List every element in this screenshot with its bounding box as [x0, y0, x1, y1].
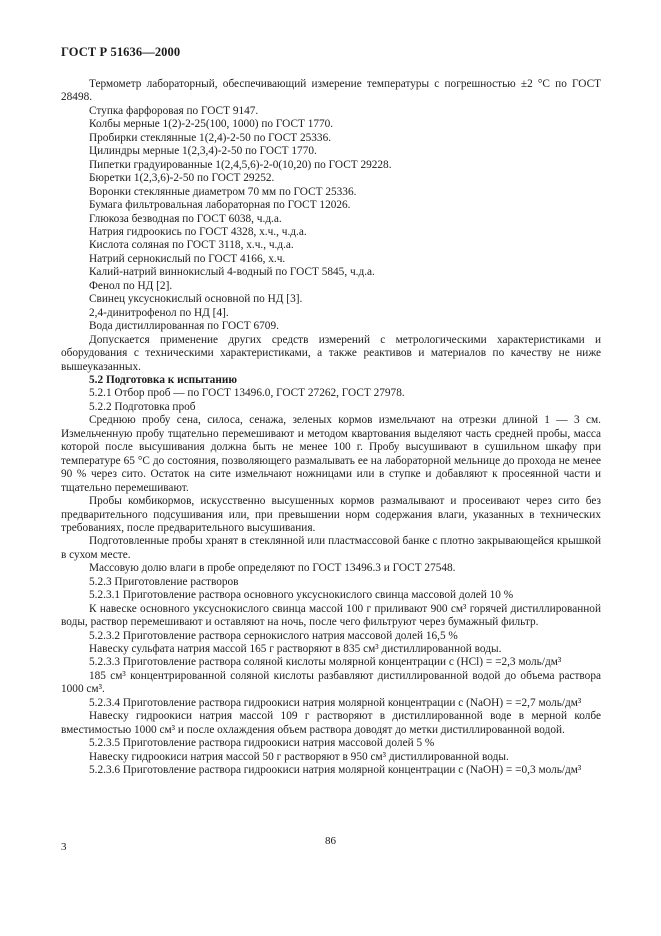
paragraph: Свинец уксуснокислый основной по НД [3]. — [89, 293, 303, 306]
paragraph: 185 см³ концентрированной соляной кислоты разбавляют дистиллированной водой до объема раствора 1000 см³. — [61, 669, 601, 696]
paragraph: Ступка фарфоровая по ГОСТ 9147. — [89, 104, 259, 117]
paragraph: 5.2.3.6 Приготовление раствора гидроокиси натрия молярной концентрации с (NaOH) = =0,3 моль/дм³ — [89, 764, 582, 777]
paragraph: Натрий сернокислый по ГОСТ 4166, х.ч. — [89, 252, 286, 265]
sheet-number: 3 — [61, 841, 67, 853]
paragraph: 5.2.3.3 Приготовление раствора соляной кислоты молярной концентрации с (HCl) = =2,3 моль/дм³ — [89, 656, 562, 669]
document-body — [61, 78, 601, 778]
standard-header: ГОСТ Р 51636—2000 — [61, 45, 181, 59]
paragraph: Цилиндры мерные 1(2,3,4)-2-50 по ГОСТ 1770. — [89, 145, 317, 158]
paragraph: Пробирки стеклянные 1(2,4)-2-50 по ГОСТ 25336. — [89, 131, 332, 144]
paragraph: Калий-натрий виннокислый 4-водный по ГОСТ 5845, ч.д.а. — [89, 266, 375, 279]
paragraph: Среднюю пробу сена, силоса, сенажа, зеленых кормов измельчают на отрезки длиной 1 — 3 см. Измельченную пробу тщательно перемешивают и методом квартования выделяют часть средней пробы, масса которой после высушивания должна быть не менее 100 г. Пробу высушивают в сушильном шкафу при температуре 65 °С до состояния, позволяющего размалывать ее на лабораторной мельнице до прохода не менее 90 % через сито. Остаток на сите измельчают ножницами или в ступке и добавляют к просеянной части и тщательно перемешивают. — [61, 414, 601, 494]
page-number: 86 — [325, 835, 336, 847]
paragraph: Термометр лабораторный, обеспечивающий измерение температуры с погрешностью ±2 °С по ГОСТ 28498. — [61, 78, 601, 104]
paragraph: Навеску сульфата натрия массой 165 г растворяют в 835 см³ дистиллированной воды. — [89, 643, 502, 656]
paragraph: Подготовленные пробы хранят в стеклянной или пластмассовой банке с плотно закрывающейся крышкой в сухом месте. — [61, 535, 601, 561]
paragraph: Допускается применение других средств измерений с метрологическими характеристиками и оборудования с техническими характеристиками, а также реактивов и материалов по качеству не ниже вышеуказанных. — [61, 333, 601, 373]
section-heading: 5.2 Подготовка к испытанию — [89, 373, 237, 386]
paragraph: 5.2.3.2 Приготовление раствора сернокислого натрия массовой долей 16,5 % — [89, 629, 458, 642]
paragraph: 5.2.1 Отбор проб — по ГОСТ 13496.0, ГОСТ 27262, ГОСТ 27978. — [89, 387, 405, 400]
paragraph: 5.2.3.1 Приготовление раствора основного уксуснокислого свинца массовой долей 10 % — [89, 589, 514, 602]
paragraph: Глюкоза безводная по ГОСТ 6038, ч.д.а. — [89, 212, 282, 225]
paragraph: 2,4-динитрофенол по НД [4]. — [89, 306, 229, 319]
paragraph: Вода дистиллированная по ГОСТ 6709. — [89, 320, 279, 333]
paragraph: Навеску гидроокиси натрия массой 109 г растворяют в дистиллированной воде в мерной колбе вместимостью 1000 см³ и после охлаждения объем раствора доводят до метки дистиллированной водой. — [61, 710, 601, 736]
paragraph: Колбы мерные 1(2)-2-25(100, 1000) по ГОСТ 1770. — [89, 118, 334, 131]
paragraph: Бумага фильтровальная лабораторная по ГОСТ 12026. — [89, 199, 351, 212]
paragraph: 5.2.3 Приготовление растворов — [89, 575, 239, 588]
paragraph: Пипетки градуированные 1(2,4,5,6)-2-0(10,20) по ГОСТ 29228. — [89, 158, 392, 171]
paragraph: Навеску гидроокиси натрия массой 50 г растворяют в 950 см³ дистиллированной воды. — [89, 750, 509, 763]
paragraph: Фенол по НД [2]. — [89, 279, 173, 292]
paragraph: Массовую долю влаги в пробе определяют по ГОСТ 13496.3 и ГОСТ 27548. — [89, 562, 456, 575]
paragraph: Натрия гидроокись по ГОСТ 4328, х.ч., ч.д.а. — [89, 225, 307, 238]
paragraph: 5.2.3.4 Приготовление раствора гидроокиси натрия молярной концентрации с (NaOH) = =2,7 моль/дм³ — [89, 696, 582, 709]
paragraph: К навеске основного уксуснокислого свинца массой 100 г приливают 900 см³ горячей дистиллированной воды, раствор перемешивают и оставляют на ночь, после чего фильтруют через бумажный фильтр. — [61, 602, 601, 629]
paragraph: Бюретки 1(2,3,6)-2-50 по ГОСТ 29252. — [89, 172, 275, 185]
paragraph: Кислота соляная по ГОСТ 3118, х.ч., ч.д.а. — [89, 239, 294, 252]
paragraph: Пробы комбикормов, искусственно высушенных кормов размалывают и просеивают через сито без предварительного подсушивания или, при превышении норм содержания влаги, указанных в технических требованиях, после предварительного высушивания. — [61, 495, 601, 534]
paragraph: Воронки стеклянные диаметром 70 мм по ГОСТ 25336. — [89, 185, 357, 198]
paragraph: 5.2.2 Подготовка проб — [89, 400, 196, 413]
paragraph: 5.2.3.5 Приготовление раствора гидроокиси натрия массовой долей 5 % — [89, 737, 435, 750]
